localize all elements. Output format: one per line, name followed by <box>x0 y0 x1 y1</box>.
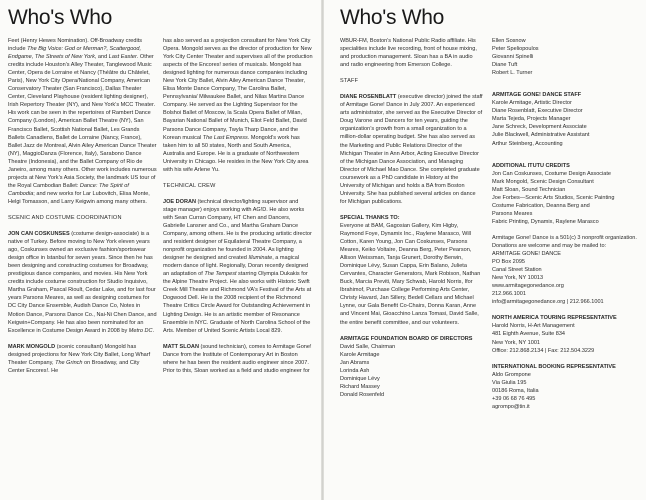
credits-heading: ADDITIONAL ITUTU CREDITS <box>492 162 570 169</box>
board-member: Giovanni Spinelli <box>492 54 534 61</box>
address-line: ARMITAGE GONE! DANCE <box>492 251 561 258</box>
board-member: Jan Abrams <box>340 359 370 366</box>
address-line: Canal Street Station <box>492 267 542 274</box>
credit-line: Mark Mongold, Scenic Design Consultant <box>492 178 594 185</box>
na-rep-line: Office: 212.868.2134 | Fax: 212.504.3229 <box>492 347 595 354</box>
bio-rosenblatt: DIANE ROSENBLATT (executive director) joined the staff of Armitage Gone! Dance in July 2007. An experienced arts administrator, she served as the Executive Director of Doug Varone and Dancers for ten years, guiding the organization’s growth from a small organization to a million-dollar operating budget. She has also served as the Marketing and Public Relations Director of the Michigan Theater in Ann Arbor, Acting Executive Director of the Michigan Dance Association, and Managing Director of Michael Mao Dance. She completed graduate coursework as a PhD candidate in History at the University of Michigan and holds a BA from Boston University. She has published several articles on dance for Michigan publications. <box>340 94 483 205</box>
section-heading: STAFF <box>340 78 359 85</box>
address-line: PO Box 2095 <box>492 259 525 266</box>
board-member: Diane Tuft <box>492 62 518 69</box>
bio-intro: Feet (Henry Hewes Nomination). Off-Broadway credits include The Big Voice: God or Merman?, Scattergood, Endgame, The Streets of New York, and Last Easter. Other credits include Houston’s Alley Theater, Tanglewood Music Center, Opera de Lorraine et Nancy (Théâtre du Châtelet, Paris), New York City Opera/National Company, American Conservatory Theater (San Francisco), Dallas Theater Center, Cleveland Playhouse (resident lighting designer), Irish Repertory Theater (NY), and New York’s MCC Theater. His work can be seen in the repertoires of Rambert Dance Company (London), American Ballet Theatre (NY), San Francisco Ballet, Scottish National Ballet, Les Grands Ballets Canadiens, Ballet de Lorraine (Nancy, France), Ballet Jazz de Montreal, Alvin Ailey American Dance Theater (NY), MaggioDanza (Florence, Italy), Sarabono Dance Theatre (Indonesia), and the Ballet Company of Rio de Janeiro, among many others. Other work includes numerous projects at New York’s Asia Society, the landmark US tour of the Royal Cambodian Ballet: Dance: The Spirit of Cambodia; and new works for Lar Lubovitch, Elisa Monte, Helgi Tomasson, and Larry Keigwin among many others. <box>8 38 157 205</box>
intl-rep-line: Via Giulia 195 <box>492 379 527 386</box>
credit-line: Matt Sloan, Sound Technician <box>492 186 566 193</box>
na-rep-line: New York, NY 1001 <box>492 339 541 346</box>
board-member: David Salle, Chairman <box>340 343 396 350</box>
board-member: Lorinda Ash <box>340 367 370 374</box>
staff-member: Julie Blackwell, Administrative Assistant <box>492 132 590 139</box>
na-rep-line: 481 Eighth Avenue, Suite 834 <box>492 331 565 338</box>
board-heading: ARMITAGE FOUNDATION BOARD OF DIRECTORS <box>340 335 473 342</box>
board-member: Karole Armitage <box>340 351 380 358</box>
credit-line: Joe Forbes—Scenic Arts Studios, Scenic Painting <box>492 194 615 201</box>
intl-rep-line: +39 06 68 76 495 <box>492 395 536 402</box>
intl-rep-email[interactable]: agrompo@tin.it <box>492 403 530 410</box>
right-page <box>323 0 646 500</box>
address-line: New York, NY 10013 <box>492 275 544 282</box>
intl-rep-heading: INTERNATIONAL BOOKING REPRESENTATIVE <box>492 363 616 370</box>
staff-member: Karole Armitage, Artistic Director <box>492 100 572 107</box>
bio-doran: JOE DORAN (technical director/lighting supervisor and stage manager) enjoys working with AG!D. He also works with Sean Curran Company, HT Chen and Dancers, Gabrielle Lansner and Co., and Martha Graham Dance Company, among others. He is the producing artistic director and resident designer of Equilateral Theatre Company, a nonprofit organization he founded in 2004. As lighting designer he designed and created Illuminate, a magical modern dance of light. Regionally, Doran recently designed an adaptation of The Tempest starring Olympia Dukakis for the Alpine Theatre Project. He also works with Historic Swift Creek Mill Theatre and Richmond VA's Festival of the Arts at Dogwood Dell. He is the 2008 recipient of the Richmond Theatre Critics Circle Award for Outstanding Achievement in Lighting Design. He is an artistic member of Resonance Ensemble in NYC. Graduate of North Carolina School of the Arts. Member of United Scenic Artists Local 829. <box>163 198 312 334</box>
bio-mongold: MARK MONGOLD (scenic consultant) Mongold has designed projections for New York City Ballet, Long Wharf Theater Company, The Grinch on Broadway, and City Center Encores!. He <box>8 343 151 374</box>
bio-sloan: MATT SLOAN (sound technician), comes to Armitage Gone! Dance from the Institute of Contemporary Art in Boston where he has been the resident audio engineer since 2007. Prior to this, Sloan worked as a field and studio engineer for <box>163 343 312 374</box>
thanks-text: Everyone at BAM, Gagosian Gallery, Kim Higby, Raymond Foye, Dynamix Inc., Raylene Marasco, Will Cotton, Karen Young, Jon Can Coskunses, Parsons Meares, Keiko Voltaire, Deanna Berg, Peter Pearson, Allison Weissman, Tanja Grunert, Dorothy Berwin, Dominique Lévy, Susan Cappa, Erin Balano, Julieta Cervantes, Character Generators, Mark Robison, Nathan Buck, Marcia Previti, Mary Schwab, Harold Norris, Ifor Ibrahimof, Purchase College Performing Arts Center, Christy Havard, Jan Sillery, Bedell Cellars and Michael Lynne, our Gala Benefit Co-Chairs, Donna Karan, Anne and Vincent Mai, Gioacchino Lanza Tomasi, David Salle, the entire benefit committee, and our volunteers. <box>340 222 481 326</box>
page-title: Who's Who <box>340 6 445 29</box>
board-member: Peter Speliopoulos <box>492 46 539 53</box>
credit-line: Costume Fabrication, Deanna Berg and <box>492 202 590 209</box>
na-rep-heading: NORTH AMERICA TOURING REPRESENTATIVE <box>492 315 617 322</box>
section-heading: SCENIC AND COSTUME COORDINATION <box>8 214 122 221</box>
contact-line[interactable]: info@armitagegonedance.org | 212.966.1001 <box>492 299 604 306</box>
phone-line: 212.966.1001 <box>492 291 526 298</box>
right-column-2 <box>492 37 640 500</box>
right-column-1 <box>340 37 483 500</box>
board-member: Donald Rosenfeld <box>340 391 385 398</box>
staff-heading: ARMITAGE GONE! DANCE STAFF <box>492 92 582 99</box>
nonprofit-note: Armitage Gone! Dance is a 501(c) 3 nonprofit organization. Donations are welcome and may be mailed to: <box>492 234 637 249</box>
staff-member: Diane Rosenblatt, Executive Director <box>492 108 583 115</box>
bio-mongold-continued: has also served as a projection consultant for New York City Opera. Mongold serves as the director of production for New York City Center Theater and supervises all of the production aspects of the Encores! series of musicals. Mongold has designed lighting for numerous dance companies including New York City Ballet, Alvin Ailey American Dance Theater, Elisa Monte Dance Company, The Carolina Ballet, Pennsylvania/ Milwaukee Ballet, and Nilas Martins Dance Company. He served as the Lighting Supervisor for the Bolshoi Ballet of Moscow, la Scala Opera Ballet of Milan, Bayarian National Ballet of Munich, Eliot Feld Ballet, David Parsons Dance Company, Twyla Tharp Dance, and the Korean musical The Last Empress. Mongold’s work has taken him to all 50 states, North and South America, Australia and Europe. He is a graduate of Northwestern University in Chicago. He resides in the New York City area with his wife Arlene Yu. <box>163 38 313 173</box>
board-member: Robert L. Turner <box>492 70 533 77</box>
board-member: Dominique Lévy <box>340 375 380 382</box>
section-heading: TECHNICAL CREW <box>163 182 216 189</box>
left-column-1 <box>8 37 157 500</box>
staff-member: Arthur Steinberg, Accounting <box>492 140 563 147</box>
left-column-2 <box>163 37 313 500</box>
board-member: Richard Massey <box>340 383 380 390</box>
thanks-heading: SPECIAL THANKS TO: <box>340 214 400 221</box>
staff-member: Marta Tejeda, Projects Manager <box>492 116 571 123</box>
bio-coskunses: JON CAN COSKUNSES (costume design-associate) is a native of Turkey. Before moving to New York eleven years ago, Coskunses owned an exclusive fashion/sportswear design office in Istanbul for seven years. Since then he has been designing and constructing costumes for Broadway, prestigious dance companies, and movies. His New York credits include costume construction for Studio Inquisivo, Martha Graham, Pascal Rioult, Cedar Lake, and for last four years Parsons Meares, as well as designing costumes for DC City Dance Ensemble, Audish Dance Co, Notes in Motion Dance, Parsons Dance Co., Nai-Ni Chen Dance, and Keigwin+Company. He has also been nominated for an Excellence in Costume Design Award in 2008 by Metro DC. <box>8 231 157 334</box>
credit-line: Fabric Printing, Dynamix, Raylene Marasco <box>492 218 599 225</box>
board-member: Ellen Sosnow <box>492 38 526 44</box>
website-link[interactable]: www.armitagegonedance.org <box>492 283 564 290</box>
page-title: Who's Who <box>8 6 113 29</box>
intl-rep-line: Aldo Grompone <box>492 371 531 378</box>
credit-line: Jon Can Coskunses, Costume Design Associate <box>492 170 612 177</box>
staff-member: Jane Schreck, Development Associate <box>492 124 587 131</box>
intl-rep-line: 00186 Roma, Italia <box>492 387 539 394</box>
bio-sloan-continued: WBUR-FM, Boston’s National Public Radio affiliate. His specialities include live recording, front of house mixing, and production management. Sloan has a BA in audio and radio engineering from Emerson College. <box>340 38 477 69</box>
credit-line: Parsons Meares <box>492 210 533 217</box>
na-rep-line: Harold Norris, H-Art Management <box>492 323 575 330</box>
